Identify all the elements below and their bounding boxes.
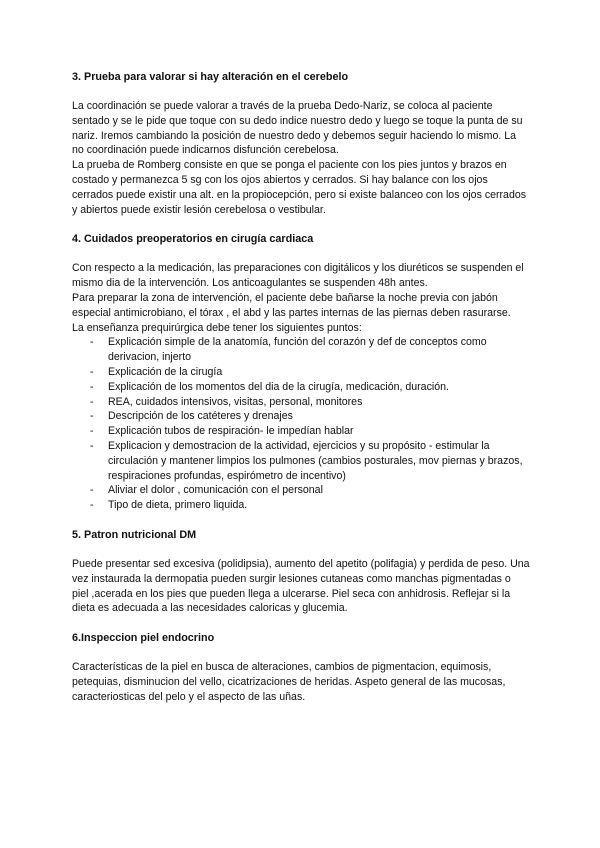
section-4-paragraph-3: La enseñanza prequirúrgica debe tener los siguientes puntos: — [72, 321, 362, 334]
list-item: - REA, cuidados intensivos, visitas, personal, monitores — [72, 395, 530, 410]
document-page — [72, 70, 530, 705]
section-6-heading: 6.Inspeccion piel endocrino — [72, 632, 215, 645]
section-4-paragraph-2: Para preparar la zona de intervención, el paciente debe bañarse la noche previa con jabón especial antimicrobiano, el tórax , el abd y las partes internas de las piernas deben rasurarse. — [72, 291, 511, 319]
section-3-heading: 3. Prueba para valorar si hay alteración en el cerebelo — [72, 71, 349, 83]
list-item: - Explicación de los momentos del dia de la cirugía, medicación, duración. — [72, 380, 530, 395]
list-item: - Explicación de la cirugía — [72, 365, 530, 380]
list-item: - Explicación tubos de respiración- le impedían hablar — [72, 424, 530, 439]
list-item: - Aliviar el dolor , comunicación con el personal — [72, 483, 530, 498]
list-item: - Tipo de dieta, primero liquida. — [72, 498, 530, 513]
section-5-paragraph-1: Puede presentar sed excesiva (polidipsia), aumento del apetito (polifagia) y perdida de peso. Una vez instaurada la dermopatia pueden surgir lesiones cutaneas como manchas pigmentadas o piel ,acerada en los pies que pueden llega a ulcerarse. Piel seca con anhidrosis. Reflejar si la dieta es adecuada a las necesidades caloricas y glucemia. — [72, 557, 530, 615]
section-6-paragraph-1: Características de la piel en busca de alteraciones, cambios de pigmentacion, equimosis, petequias, disminucion del vello, cicatrizaciones de heridas. Aspeto general de las mucosas, caracteriosticas del pelo y el aspecto de las uñas. — [72, 661, 506, 703]
preop-teaching-list — [72, 335, 530, 513]
section-3-paragraph-2: La prueba de Romberg consiste en que se ponga el paciente con los pies juntos y brazos en costado y permanezca 5 sg con los ojos abiertos y cerrados. Si hay balance con los ojos cerrados puede existir una alt. en la propiocepción, pero si existe balanceo con los ojos cerrados y abiertos puede existir lesión cerebelosa o vestibular. — [72, 159, 527, 216]
section-3-paragraph-1: La coordinación se puede valorar a través de la prueba Dedo-Nariz, se coloca al paciente sentado y se le pide que toque con su dedo indice nuestro dedo y luego se toque la punta de su nariz. Iremos cambiando la posición de nuestro dedo y debemos seguir haciendo lo mismo. La no coordinación puede indicarnos disfunción cerebelosa. — [72, 100, 523, 157]
list-item: - Explicacion y demostracion de la actividad, ejercicios y su propósito - estimular la circulación y mantener limpios los pulmones (cambios posturales, mov piernas y brazos, respiraciones profundas, espirómetro de incentivo) — [72, 439, 530, 483]
section-5-heading: 5. Patron nutricional DM — [72, 528, 197, 541]
list-item: - Descripción de los catéteres y drenajes — [72, 409, 530, 424]
section-4-paragraph-1: Con respecto a la medicación, las preparaciones con digitálicos y los diuréticos se suspenden el mismo dia de la intervención. Los anticoagulantes se suspenden 48h antes. — [72, 262, 524, 290]
section-4-heading: 4. Cuidados preoperatorios en cirugía cardiaca — [72, 233, 314, 246]
list-item: - Explicación simple de la anatomía, función del corazón y def de conceptos como derivacion, injerto — [72, 335, 530, 365]
